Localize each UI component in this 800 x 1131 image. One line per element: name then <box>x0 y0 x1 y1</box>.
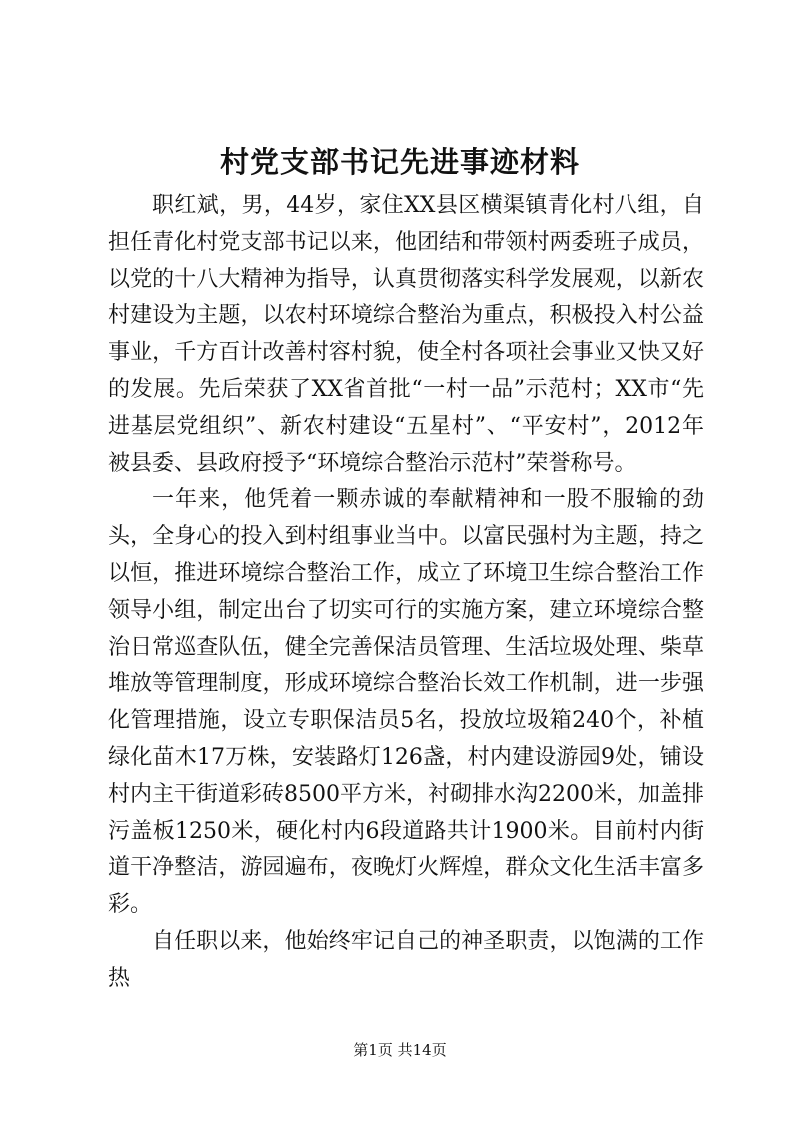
paragraph-1: 职红斌，男，44岁，家住XX县区横渠镇青化村八组，自担任青化村党支部书记以来，他团结和带领村两委班子成员，以党的十八大精神为指导，认真贯彻落实科学发展观，以新农村建设为主题，以农村环境综合整治为重点，积极投入村公益事业，千方百计改善村容村貌，使全村各项社会事业又快又好的发展。先后荣获了XX省首批“一村一品”示范村；XX市“先进基层党组织”、新农村建设“五星村”、“平安村”，2012年被县委、县政府授予“环境综合整治示范村”荣誉称号。 <box>108 193 704 476</box>
document-title: 村党支部书记先进事迹材料 <box>219 145 580 179</box>
page-number-footer: 第1页 共14页 <box>353 1041 447 1059</box>
paragraph-3: 自任职以来，他始终牢记自己的神圣职责，以饱满的工作热 <box>108 928 704 991</box>
document-body <box>108 188 704 998</box>
paragraph-2: 一年来，他凭着一颗赤诚的奉献精神和一股不服输的劲头，全身心的投入到村组事业当中。以富民强村为主题，持之以恒，推进环境综合整治工作，成立了环境卫生综合整治工作领导小组，制定出台了切实可行的实施方案，建立环境综合整治日常巡查队伍，健全完善保洁员管理、生活垃圾处理、柴草堆放等管理制度，形成环境综合整治长效工作机制，进一步强化管理措施，设立专职保洁员5名，投放垃圾箱240个，补植绿化苗木17万株，安装路灯126盏，村内建设游园9处，铺设村内主干街道彩砖8500平方米，衬砌排水沟2200米，加盖排污盖板1250米，硬化村内6段道路共计1900米。目前村内街道干净整洁，游园遍布，夜晚灯火辉煌，群众文化生活丰富多彩。 <box>108 487 704 918</box>
